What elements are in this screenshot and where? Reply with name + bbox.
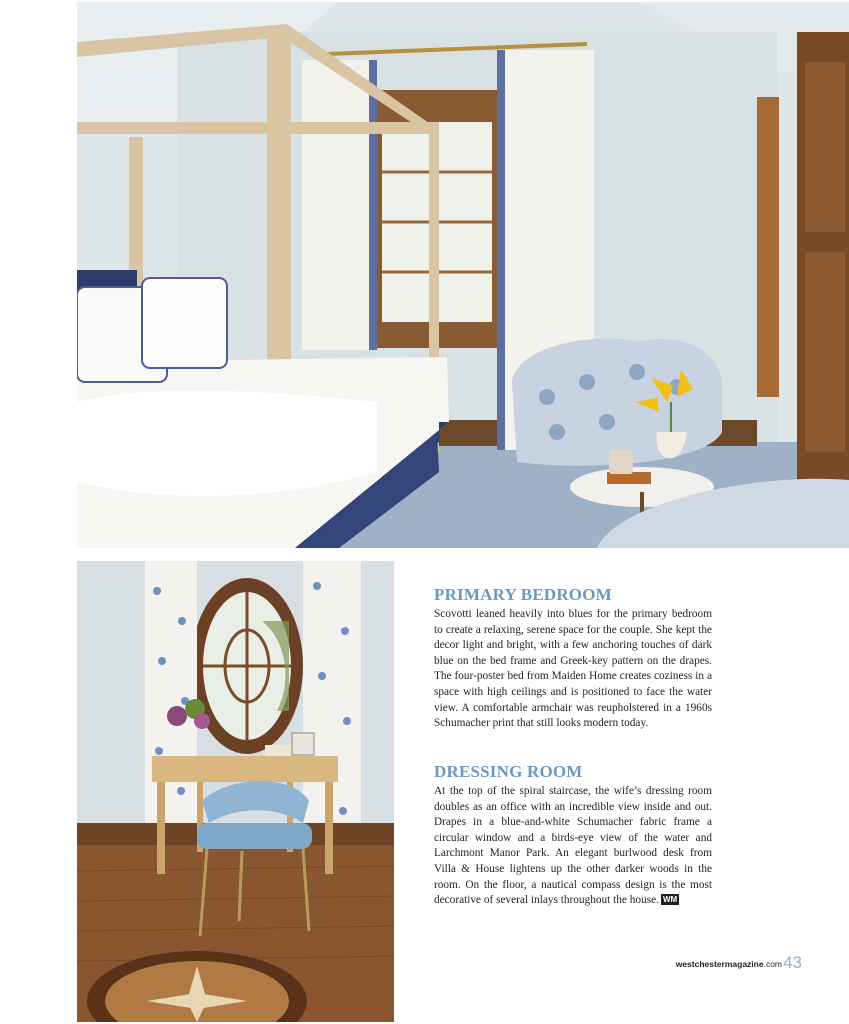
section-primary-bedroom	[434, 585, 712, 732]
end-mark: WM	[662, 895, 678, 905]
bedroom-photo	[77, 2, 849, 548]
footer-site-suffix: .com	[763, 959, 782, 969]
dressing-room-illustration	[77, 561, 394, 1022]
footer-site-link[interactable]	[676, 959, 782, 969]
section-body-text: At the top of the spiral staircase, the wife’s dressing room doubles as an office with an incredible view inside and out. Drapes in a blue-and-white Schumacher fabric frame a circular window and a birds-eye view of the water and Larchmont Manor Park. An elegant burlwood desk from Villa & House lightens up the other darker woods in the room. On the floor, a nautical compass design is the most decorative of several inlays throughout the house.	[434, 785, 712, 907]
section-dressing-room	[434, 762, 712, 909]
section-heading: DRESSING ROOM	[434, 762, 583, 781]
section-body	[434, 784, 712, 909]
bedroom-illustration	[77, 2, 849, 548]
footer-site-name: westchestermagazine	[675, 959, 764, 969]
section-heading: PRIMARY BEDROOM	[434, 585, 612, 604]
section-body: Scovotti leaned heavily into blues for the primary bedroom to create a relaxing, serene space for the couple. She kept the decor light and bright, with a few anchoring touches of dark blue on the bed frame and Greek-key pattern on the drapes. The four-poster bed from Maiden Home creates coziness in a space with high ceilings and is positioned to face the water view. A comfortable armchair was reupholstered in a 1960s Schumacher print that still looks modern today.	[434, 608, 712, 730]
page-footer	[640, 953, 810, 975]
page-number: 43	[783, 953, 802, 972]
dressing-room-photo	[77, 561, 394, 1022]
